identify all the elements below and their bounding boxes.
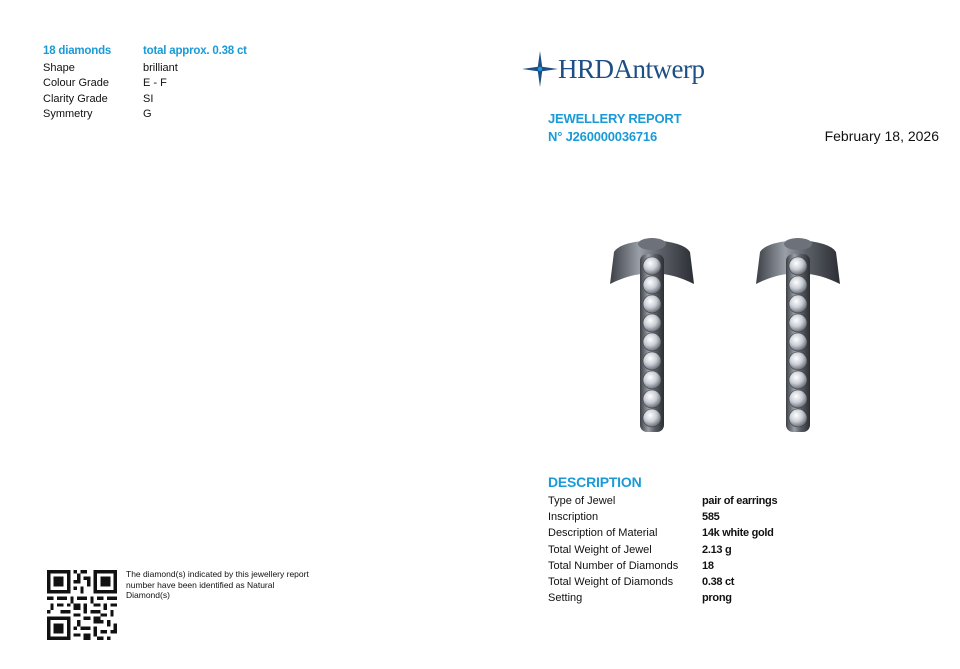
summary-value: SI	[143, 92, 154, 105]
report-date: February 18, 2026	[824, 128, 939, 144]
description-title: DESCRIPTION	[548, 474, 642, 490]
description-row	[548, 525, 928, 541]
description-label: Type of Jewel	[548, 495, 616, 507]
description-label: Inscription	[548, 511, 599, 524]
report-header	[548, 110, 681, 146]
description-value: prong	[702, 592, 732, 605]
description-row	[548, 493, 928, 509]
report-number: N° J260000036716	[548, 129, 657, 144]
description-label: Total Weight of Diamonds	[548, 576, 674, 589]
description-label: Setting	[548, 592, 583, 605]
description-section	[548, 474, 928, 606]
summary-row-colour	[43, 76, 383, 92]
description-value: 585	[702, 511, 720, 524]
description-label: Description of Material	[548, 527, 658, 540]
description-value: pair of earrings	[702, 495, 778, 507]
diamond-summary	[43, 44, 383, 123]
summary-label: Symmetry	[43, 108, 93, 120]
summary-row-symmetry	[43, 107, 383, 123]
total-weight: total approx. 0.38 ct	[143, 45, 247, 57]
summary-label: Clarity Grade	[43, 92, 108, 105]
summary-label: Colour Grade	[43, 77, 110, 89]
description-label: Total Number of Diamonds	[548, 559, 679, 572]
summary-value: brilliant	[143, 61, 178, 74]
summary-row-clarity	[43, 92, 383, 108]
description-row	[548, 509, 928, 525]
description-row	[548, 574, 928, 590]
description-value: 18	[702, 559, 714, 572]
description-value: 0.38 ct	[702, 576, 735, 589]
brand-prefix: HRD	[558, 53, 614, 84]
description-value: 2.13 g	[702, 543, 732, 556]
description-row	[548, 590, 928, 606]
description-row	[548, 558, 928, 574]
star-icon	[520, 49, 560, 89]
qr-code[interactable]	[47, 570, 117, 640]
summary-label: Shape	[43, 61, 75, 74]
description-row	[548, 542, 928, 558]
brand-suffix: Antwerp	[613, 53, 705, 84]
diamond-count: 18 diamonds	[43, 45, 112, 57]
earrings-photo	[610, 232, 870, 442]
description-label: Total Weight of Jewel	[548, 543, 652, 556]
hrd-antwerp-logo	[520, 44, 705, 94]
summary-row-shape	[43, 61, 383, 77]
summary-value: E - F	[143, 77, 167, 89]
summary-header	[43, 44, 383, 60]
natural-diamond-note: The diamond(s) indicated by this jewellery report number have been identified as Natural Diamond(s)	[126, 569, 309, 600]
brand-wordmark	[558, 54, 705, 85]
description-value: 14k white gold	[702, 527, 774, 540]
summary-value: G	[143, 108, 152, 120]
report-title: JEWELLERY REPORT	[548, 111, 682, 126]
